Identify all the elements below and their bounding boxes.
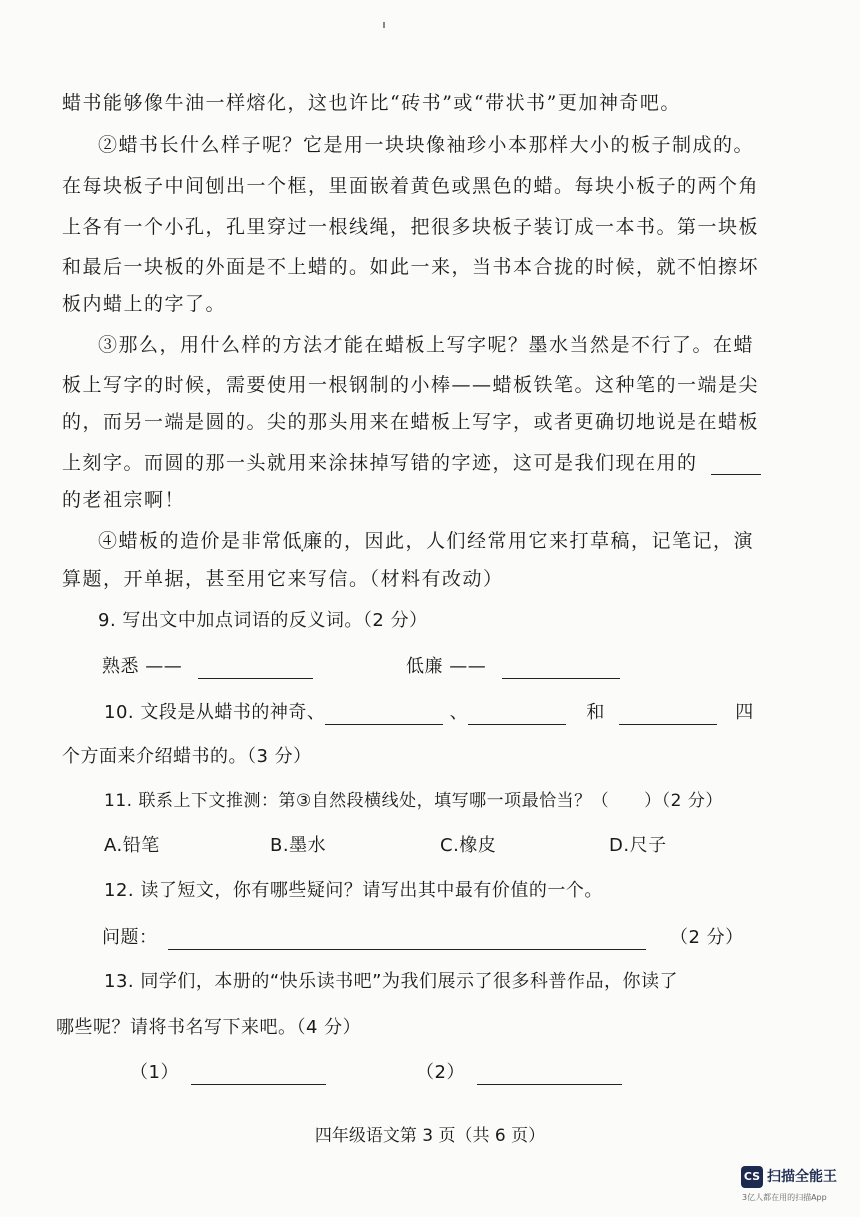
question-13-cont: 哪些呢？请将书名写下来吧。（4 分） xyxy=(56,1017,362,1038)
question-11: 11. 联系上下文推测：第③自然段横线处，填写哪一项最恰当？（ ）（2 分） xyxy=(104,791,723,811)
q13-item-1 xyxy=(130,1061,326,1085)
q13-item-2-label: （2） xyxy=(416,1062,465,1083)
question-10-cont: 个方面来介绍蜡书的。（3 分） xyxy=(62,746,312,767)
passage-line: 板内蜡上的字了。 xyxy=(62,293,227,315)
passage-line: 算题，开单据，甚至用它来写信。（材料有改动） xyxy=(62,568,504,590)
q11-option-c[interactable]: C.橡皮 xyxy=(440,835,497,856)
passage-line: 和最后一块板的外面是不上蜡的。如此一来，当书本合拢的时候，就不怕擦坏 xyxy=(62,256,760,278)
camscanner-brand: 扫描全能王 xyxy=(767,1169,837,1185)
passage-line: ②蜡书长什么样子呢？它是用一块块像袖珍小本那样大小的板子制成的。 xyxy=(98,134,755,156)
q13-item-2 xyxy=(416,1061,622,1085)
answer-blank[interactable] xyxy=(711,454,761,475)
q13-answer-2[interactable] xyxy=(477,1064,622,1085)
question-9: 9. 写出文中加点词语的反义词。（2 分） xyxy=(98,610,428,631)
q10-text: 10. 文段是从蜡书的神奇、 xyxy=(104,702,326,723)
q10-four: 四 xyxy=(735,702,754,723)
passage-line xyxy=(62,451,761,475)
q12-answer-row xyxy=(102,926,744,950)
q10-and: 和 xyxy=(586,702,605,723)
passage-line: 蜡书能够像牛油一样熔化，这也许比“砖书”或“带状书”更加神奇吧。 xyxy=(62,92,681,114)
q10-blank-2[interactable] xyxy=(468,704,566,725)
passage-line: 板上写字的时候，需要使用一根钢制的小棒——蜡板铁笔。这种笔的一端是尖 xyxy=(62,374,760,396)
q12-label: 问题： xyxy=(102,927,158,948)
passage-line xyxy=(98,529,754,553)
page-footer: 四年级语文第 3 页（共 6 页） xyxy=(314,1126,546,1146)
dotted-word: 低廉 xyxy=(282,530,324,552)
passage-line: 上各有一个小孔，孔里穿过一根线绳，把很多块板子装订成一本书。第一块板 xyxy=(62,216,760,238)
q9-word-1 xyxy=(102,655,313,679)
q12-score: （2 分） xyxy=(669,927,744,948)
camscanner-logo: CS xyxy=(741,1166,763,1188)
passage-line: 的，而另一端是圆的。尖的那头用来在蜡板上写字，或者更确切地说是在蜡板 xyxy=(62,411,760,433)
question-10 xyxy=(104,701,754,725)
passage-text: 上刻字。而圆的那一头就用来涂抹掉写错的字迹，这可是我们现在用的 xyxy=(62,452,698,474)
q9-answer-1[interactable] xyxy=(198,658,313,679)
q12-answer-line[interactable] xyxy=(168,929,646,950)
q9-word-1-label: 熟悉 —— xyxy=(102,656,183,677)
passage-line: 在每块板子中间刨出一个框，里面嵌着黄色或黑色的蜡。每块小板子的两个角 xyxy=(62,175,760,197)
camscanner-slogan: 3亿人都在用的扫描App xyxy=(742,1193,827,1202)
q11-option-d[interactable]: D.尺子 xyxy=(609,835,667,856)
q9-word-2 xyxy=(406,655,620,679)
scan-mark xyxy=(383,22,385,28)
passage-text: ④蜡板的造价是非常 xyxy=(98,530,283,552)
passage-line: ③那么，用什么样的方法才能在蜡板上写字呢？墨水当然是不行了。在蜡 xyxy=(98,334,755,356)
question-12: 12. 读了短文，你有哪些疑问？请写出其中最有价值的一个。 xyxy=(104,880,603,901)
q11-option-a[interactable]: A.铅笔 xyxy=(104,835,160,856)
q11-option-b[interactable]: B.墨水 xyxy=(270,835,327,856)
q9-word-2-label: 低廉 —— xyxy=(406,656,487,677)
passage-text: 的，因此，人们经常用它来打草稿，记笔记，演 xyxy=(323,530,755,552)
q10-blank-1[interactable] xyxy=(325,704,443,725)
question-13: 13. 同学们，本册的“快乐读书吧”为我们展示了很多科普作品，你读了 xyxy=(104,971,678,992)
q13-answer-1[interactable] xyxy=(191,1064,326,1085)
q10-blank-3[interactable] xyxy=(619,704,717,725)
passage-line: 的老祖宗啊！ xyxy=(62,489,186,511)
q13-item-1-label: （1） xyxy=(130,1062,179,1083)
q9-answer-2[interactable] xyxy=(502,658,620,679)
q10-sep: 、 xyxy=(449,702,469,723)
